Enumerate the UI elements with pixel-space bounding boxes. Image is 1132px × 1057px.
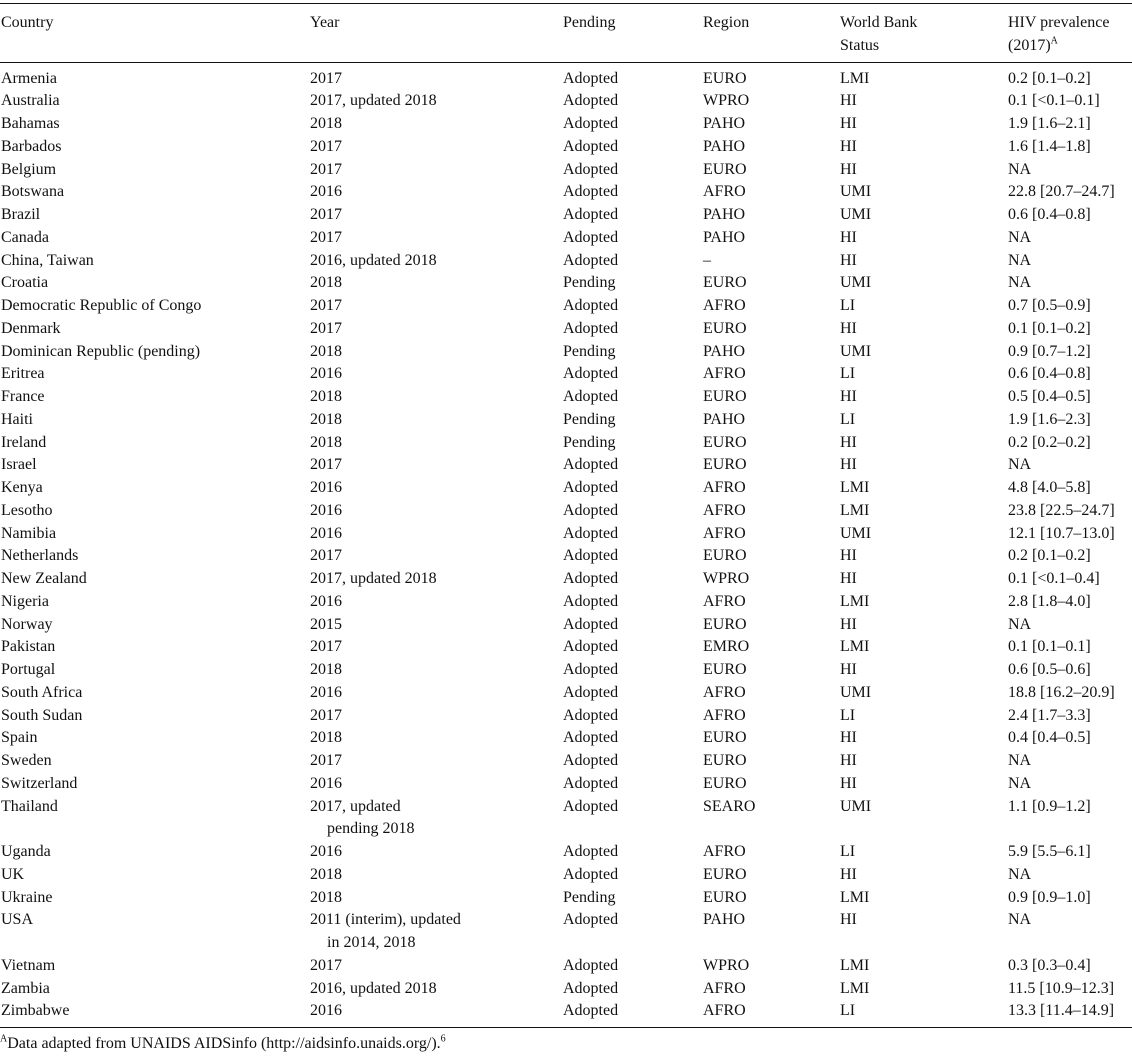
cell-year: 2016: [310, 592, 342, 610]
cell-year: 2016: [310, 1002, 342, 1020]
cell-pending: Adopted: [563, 706, 619, 724]
cell-world-bank-status: HI: [840, 433, 857, 451]
cell-pending: Adopted: [563, 69, 619, 87]
cell-hiv-prevalence: NA: [1008, 774, 1032, 792]
cell-year: 2016: [310, 774, 342, 792]
table-row: [0, 341, 1132, 364]
cell-pending: Adopted: [563, 911, 619, 929]
cell-pending: Adopted: [563, 160, 619, 178]
cell-region: EURO: [703, 661, 747, 678]
table-header-rule: [0, 62, 1132, 63]
cell-region: EURO: [703, 319, 747, 337]
cell-country: South Sudan: [1, 706, 83, 724]
cell-country: Denmark: [1, 319, 61, 337]
cell-region: EURO: [703, 752, 747, 769]
cell-hiv-prevalence: 0.3 [0.3–0.4]: [1008, 956, 1091, 974]
table-row: [0, 250, 1132, 273]
cell-region: AFRO: [703, 706, 746, 724]
table-row: [0, 682, 1132, 705]
cell-pending: Adopted: [563, 319, 619, 337]
cell-hiv-prevalence: 0.4 [0.4–0.5]: [1008, 729, 1091, 747]
cell-world-bank-status: LI: [840, 706, 856, 724]
table-row: [0, 363, 1132, 386]
cell-pending: Adopted: [563, 797, 619, 815]
cell-world-bank-status: UMI: [840, 183, 872, 201]
cell-country: UK: [1, 865, 25, 883]
cell-pending: Adopted: [563, 615, 619, 633]
cell-year: 2016: [310, 365, 342, 383]
table-row: [0, 500, 1132, 523]
cell-region: PAHO: [703, 228, 746, 246]
cell-year: 2017: [310, 228, 342, 246]
cell-world-bank-status: HI: [840, 774, 857, 792]
cell-year: 2016: [310, 479, 342, 496]
cell-region: EURO: [703, 433, 747, 451]
cell-world-bank-status: HI: [840, 160, 857, 178]
cell-year: 2017: [310, 160, 342, 178]
cell-hiv-prevalence: 11.5 [10.9–12.3]: [1008, 979, 1115, 997]
cell-pending: Adopted: [563, 365, 619, 383]
cell-year: 2017, updated pending 2018: [310, 797, 415, 838]
cell-year: 2017: [310, 547, 342, 565]
cell-hiv-prevalence: 0.1 [0.1–0.1]: [1008, 638, 1091, 656]
cell-country: Botswana: [1, 183, 65, 201]
cell-country: Namibia: [1, 524, 57, 542]
cell-region: PAHO: [703, 137, 746, 155]
cell-pending: Adopted: [563, 774, 619, 792]
cell-world-bank-status: LMI: [840, 501, 870, 519]
table-row: [0, 636, 1132, 659]
table-row: [0, 978, 1132, 1001]
cell-pending: Adopted: [563, 228, 619, 246]
cell-world-bank-status: UMI: [840, 206, 872, 223]
table-row: [0, 272, 1132, 295]
cell-country: South Africa: [1, 683, 83, 701]
cell-year: 2018: [310, 865, 342, 883]
cell-country: Canada: [1, 228, 49, 246]
cell-pending: Adopted: [563, 570, 619, 587]
cell-hiv-prevalence: 0.1 [<0.1–0.4]: [1008, 570, 1100, 587]
cell-world-bank-status: HI: [840, 388, 857, 405]
cell-world-bank-status: LI: [840, 297, 856, 314]
cell-pending: Adopted: [563, 865, 619, 883]
table-row: [0, 113, 1132, 136]
cell-region: EURO: [703, 729, 747, 747]
cell-world-bank-status: HI: [840, 456, 857, 474]
cell-world-bank-status: LI: [840, 843, 856, 860]
cell-pending: Pending: [563, 274, 616, 292]
cell-country: Sweden: [1, 752, 52, 769]
cell-hiv-prevalence: 0.6 [0.4–0.8]: [1008, 206, 1091, 223]
cell-country: Ireland: [1, 433, 47, 451]
cell-country: Democratic Republic of Congo: [1, 297, 202, 314]
cell-hiv-prevalence: NA: [1008, 251, 1032, 269]
cell-world-bank-status: HI: [840, 92, 857, 110]
table-row: [0, 68, 1132, 91]
cell-year: 2017: [310, 456, 342, 474]
cell-hiv-prevalence: 5.9 [5.5–6.1]: [1008, 843, 1091, 860]
cell-pending: Adopted: [563, 638, 619, 656]
cell-pending: Adopted: [563, 479, 619, 496]
cell-pending: Pending: [563, 433, 616, 451]
cell-pending: Adopted: [563, 297, 619, 314]
cell-region: EURO: [703, 888, 747, 906]
cell-pending: Adopted: [563, 956, 619, 974]
footnote-reference: 6: [440, 1033, 446, 1045]
table-row: [0, 773, 1132, 796]
cell-region: AFRO: [703, 524, 746, 542]
cell-hiv-prevalence: 22.8 [20.7–24.7]: [1008, 183, 1115, 201]
cell-pending: Adopted: [563, 137, 619, 155]
cell-hiv-prevalence: 0.2 [0.2–0.2]: [1008, 433, 1091, 451]
table-row: [0, 887, 1132, 910]
cell-year: 2016: [310, 501, 342, 519]
cell-region: EURO: [703, 547, 747, 565]
cell-country: Australia: [1, 92, 60, 110]
cell-country: Kenya: [1, 479, 43, 496]
cell-year: 2017: [310, 752, 342, 769]
cell-hiv-prevalence: NA: [1008, 160, 1032, 178]
cell-region: SEARO: [703, 797, 756, 815]
cell-year: 2017: [310, 206, 342, 223]
cell-country: Pakistan: [1, 638, 56, 656]
table-row: [0, 90, 1132, 113]
cell-region: WPRO: [703, 570, 750, 587]
cell-hiv-prevalence: 18.8 [16.2–20.9]: [1008, 683, 1115, 701]
cell-world-bank-status: UMI: [840, 683, 872, 701]
cell-hiv-prevalence: 13.3 [11.4–14.9]: [1008, 1002, 1115, 1020]
cell-region: EURO: [703, 615, 747, 633]
cell-region: AFRO: [703, 843, 746, 860]
cell-pending: Adopted: [563, 251, 619, 269]
cell-year: 2018: [310, 274, 342, 292]
cell-pending: Adopted: [563, 547, 619, 565]
cell-year: 2018: [310, 115, 342, 132]
cell-world-bank-status: LI: [840, 1002, 856, 1020]
cell-region: EURO: [703, 865, 747, 883]
table-row: [0, 295, 1132, 318]
cell-country: Belgium: [1, 160, 57, 178]
cell-hiv-prevalence: 1.6 [1.4–1.8]: [1008, 137, 1091, 155]
cell-world-bank-status: LMI: [840, 888, 870, 906]
cell-country: USA: [1, 911, 34, 929]
table-row: [0, 159, 1132, 182]
table-row: [0, 614, 1132, 637]
cell-country: Spain: [1, 729, 38, 747]
cell-region: PAHO: [703, 115, 746, 132]
table-row: [0, 432, 1132, 455]
cell-year: 2016: [310, 683, 342, 701]
cell-country: Zimbabwe: [1, 1002, 70, 1020]
cell-country: Armenia: [1, 69, 57, 87]
cell-hiv-prevalence: NA: [1008, 615, 1032, 633]
cell-pending: Adopted: [563, 592, 619, 610]
table-row: [0, 909, 1132, 955]
cell-world-bank-status: HI: [840, 752, 857, 769]
cell-pending: Adopted: [563, 1002, 619, 1020]
cell-hiv-prevalence: NA: [1008, 456, 1032, 474]
cell-country: Dominican Republic (pending): [1, 342, 201, 360]
cell-hiv-prevalence: NA: [1008, 752, 1032, 769]
cell-region: AFRO: [703, 365, 746, 383]
cell-pending: Adopted: [563, 92, 619, 110]
cell-year: 2011 (interim), updated in 2014, 2018: [310, 911, 461, 951]
cell-world-bank-status: LMI: [840, 979, 870, 997]
cell-country: Lesotho: [1, 501, 53, 519]
cell-country: Norway: [1, 615, 53, 633]
cell-country: Uganda: [1, 843, 51, 860]
cell-region: EMRO: [703, 638, 750, 656]
table-row: [0, 727, 1132, 750]
table-row: [0, 318, 1132, 341]
cell-year: 2017: [310, 297, 342, 314]
table-row: [0, 864, 1132, 887]
cell-world-bank-status: HI: [840, 547, 857, 565]
cell-hiv-prevalence: 0.2 [0.1–0.2]: [1008, 69, 1091, 87]
cell-region: AFRO: [703, 479, 746, 496]
footnote-mark: A: [0, 1033, 8, 1045]
cell-world-bank-status: UMI: [840, 274, 872, 292]
cell-pending: Adopted: [563, 501, 619, 519]
cell-region: EURO: [703, 388, 747, 405]
cell-year: 2015: [310, 615, 342, 633]
cell-hiv-prevalence: 0.5 [0.4–0.5]: [1008, 388, 1091, 405]
cell-year: 2018: [310, 433, 342, 451]
cell-hiv-prevalence: 1.9 [1.6–2.1]: [1008, 115, 1091, 132]
cell-pending: Pending: [563, 342, 616, 360]
cell-year: 2017: [310, 319, 342, 337]
cell-year: 2017: [310, 706, 342, 724]
cell-pending: Adopted: [563, 752, 619, 769]
table-row: [0, 1000, 1132, 1023]
table-row: [0, 477, 1132, 500]
cell-pending: Adopted: [563, 979, 619, 997]
cell-hiv-prevalence: 0.9 [0.9–1.0]: [1008, 888, 1091, 906]
table-row: [0, 204, 1132, 227]
table-row: [0, 705, 1132, 728]
cell-region: AFRO: [703, 1002, 746, 1020]
cell-country: Vietnam: [1, 956, 56, 974]
cell-year: 2018: [310, 888, 342, 906]
cell-country: Croatia: [1, 274, 49, 292]
cell-hiv-prevalence: 2.8 [1.8–4.0]: [1008, 592, 1091, 610]
cell-hiv-prevalence: 0.6 [0.5–0.6]: [1008, 661, 1091, 678]
cell-world-bank-status: HI: [840, 228, 857, 246]
cell-country: Israel: [1, 456, 37, 474]
table-row: [0, 591, 1132, 614]
cell-world-bank-status: UMI: [840, 342, 872, 360]
table-row: [0, 227, 1132, 250]
cell-year: 2016: [310, 183, 342, 201]
table-row: [0, 659, 1132, 682]
cell-world-bank-status: HI: [840, 729, 857, 747]
cell-pending: Adopted: [563, 388, 619, 405]
header-footnote-mark: A: [1050, 35, 1058, 47]
table-row: [0, 523, 1132, 546]
cell-world-bank-status: UMI: [840, 524, 872, 542]
cell-country: Zambia: [1, 979, 50, 997]
cell-region: AFRO: [703, 501, 746, 519]
cell-hiv-prevalence: 0.1 [0.1–0.2]: [1008, 319, 1091, 337]
cell-year: 2017: [310, 137, 342, 155]
cell-pending: Adopted: [563, 683, 619, 701]
header-year: Year: [310, 14, 340, 31]
cell-country: France: [1, 388, 45, 405]
cell-region: PAHO: [703, 410, 746, 428]
header-world-bank-status: World Bank Status: [840, 14, 918, 54]
cell-country: Thailand: [1, 797, 58, 815]
cell-pending: Pending: [563, 888, 616, 906]
cell-region: EURO: [703, 774, 747, 792]
cell-region: AFRO: [703, 683, 746, 701]
cell-hiv-prevalence: 0.6 [0.4–0.8]: [1008, 365, 1091, 383]
cell-year: 2016, updated 2018: [310, 251, 437, 269]
cell-year: 2016: [310, 843, 342, 860]
cell-year: 2018: [310, 729, 342, 747]
header-country: Country: [1, 14, 54, 31]
cell-year: 2018: [310, 342, 342, 360]
cell-world-bank-status: LMI: [840, 479, 870, 496]
cell-region: PAHO: [703, 911, 746, 929]
table-bottom-rule: [0, 1027, 1132, 1028]
table-footnote: [0, 1034, 446, 1054]
cell-country: Portugal: [1, 661, 56, 678]
cell-region: EURO: [703, 69, 747, 87]
cell-pending: Adopted: [563, 456, 619, 474]
cell-pending: Adopted: [563, 183, 619, 201]
cell-region: AFRO: [703, 183, 746, 201]
cell-hiv-prevalence: 0.9 [0.7–1.2]: [1008, 342, 1091, 360]
table-row: [0, 796, 1132, 842]
table-top-rule: [0, 3, 1132, 4]
cell-pending: Pending: [563, 410, 616, 428]
cell-world-bank-status: HI: [840, 661, 857, 678]
cell-pending: Adopted: [563, 661, 619, 678]
cell-year: 2016, updated 2018: [310, 979, 437, 997]
cell-year: 2017: [310, 956, 342, 974]
cell-country: Switzerland: [1, 774, 78, 792]
cell-world-bank-status: HI: [840, 137, 857, 155]
cell-country: China, Taiwan: [1, 251, 94, 269]
cell-year: 2017: [310, 638, 342, 656]
cell-world-bank-status: LI: [840, 410, 856, 428]
cell-world-bank-status: LI: [840, 365, 856, 383]
footnote-text: Data adapted from UNAIDS AIDSinfo (http://aidsinfo.unaids.org/).: [7, 1035, 441, 1052]
cell-world-bank-status: HI: [840, 570, 857, 587]
cell-world-bank-status: HI: [840, 115, 857, 132]
cell-hiv-prevalence: NA: [1008, 911, 1032, 929]
cell-country: Netherlands: [1, 547, 79, 565]
cell-pending: Adopted: [563, 843, 619, 860]
cell-year: 2017, updated 2018: [310, 92, 437, 110]
cell-pending: Adopted: [563, 729, 619, 747]
table-row: [0, 568, 1132, 591]
cell-hiv-prevalence: 4.8 [4.0–5.8]: [1008, 479, 1091, 496]
cell-hiv-prevalence: 0.2 [0.1–0.2]: [1008, 547, 1091, 565]
cell-pending: Adopted: [563, 115, 619, 132]
cell-world-bank-status: HI: [840, 615, 857, 633]
cell-pending: Adopted: [563, 524, 619, 542]
cell-world-bank-status: LMI: [840, 592, 870, 610]
cell-hiv-prevalence: NA: [1008, 228, 1032, 246]
cell-region: AFRO: [703, 297, 746, 314]
table-row: [0, 386, 1132, 409]
header-region: Region: [703, 14, 750, 31]
table-row: [0, 750, 1132, 773]
cell-world-bank-status: LMI: [840, 956, 870, 974]
cell-world-bank-status: UMI: [840, 797, 872, 815]
cell-pending: Adopted: [563, 206, 619, 223]
cell-hiv-prevalence: 1.9 [1.6–2.3]: [1008, 410, 1091, 428]
cell-country: Bahamas: [1, 115, 60, 132]
cell-region: –: [703, 251, 711, 269]
cell-region: PAHO: [703, 206, 746, 223]
cell-country: Barbados: [1, 137, 62, 155]
cell-year: 2018: [310, 661, 342, 678]
cell-world-bank-status: HI: [840, 911, 857, 929]
cell-hiv-prevalence: 0.1 [<0.1–0.1]: [1008, 92, 1100, 110]
cell-hiv-prevalence: 12.1 [10.7–13.0]: [1008, 524, 1115, 542]
cell-year: 2018: [310, 388, 342, 405]
cell-country: Haiti: [1, 410, 33, 428]
cell-country: Brazil: [1, 206, 41, 223]
cell-region: WPRO: [703, 92, 750, 110]
cell-world-bank-status: HI: [840, 251, 857, 269]
cell-hiv-prevalence: 23.8 [22.5–24.7]: [1008, 501, 1115, 519]
table-row: [0, 454, 1132, 477]
cell-country: Ukraine: [1, 888, 53, 906]
table-row: [0, 181, 1132, 204]
cell-world-bank-status: HI: [840, 865, 857, 883]
cell-country: New Zealand: [1, 570, 87, 587]
cell-year: 2016: [310, 524, 342, 542]
cell-world-bank-status: LMI: [840, 69, 870, 87]
cell-region: AFRO: [703, 592, 746, 610]
table-row: [0, 841, 1132, 864]
cell-region: EURO: [703, 456, 747, 474]
cell-year: 2017: [310, 69, 342, 87]
cell-hiv-prevalence: 1.1 [0.9–1.2]: [1008, 797, 1091, 815]
table-row: [0, 955, 1132, 978]
table-row: [0, 545, 1132, 568]
cell-country: Nigeria: [1, 592, 49, 610]
cell-region: WPRO: [703, 956, 750, 974]
cell-year: 2017, updated 2018: [310, 570, 437, 587]
cell-country: Eritrea: [1, 365, 45, 383]
cell-world-bank-status: LMI: [840, 638, 870, 656]
cell-hiv-prevalence: NA: [1008, 274, 1032, 292]
table-row: [0, 409, 1132, 432]
cell-region: PAHO: [703, 342, 746, 360]
cell-world-bank-status: HI: [840, 319, 857, 337]
cell-hiv-prevalence: NA: [1008, 865, 1032, 883]
header-hiv-prevalence: HIV prevalence $(2017)^A$: [1008, 14, 1110, 54]
cell-region: EURO: [703, 160, 747, 178]
cell-region: EURO: [703, 274, 747, 292]
cell-region: AFRO: [703, 979, 746, 997]
cell-hiv-prevalence: 0.7 [0.5–0.9]: [1008, 297, 1091, 314]
header-pending: Pending: [563, 14, 616, 31]
cell-year: 2018: [310, 410, 342, 428]
table-row: [0, 136, 1132, 159]
cell-hiv-prevalence: 2.4 [1.7–3.3]: [1008, 706, 1091, 724]
